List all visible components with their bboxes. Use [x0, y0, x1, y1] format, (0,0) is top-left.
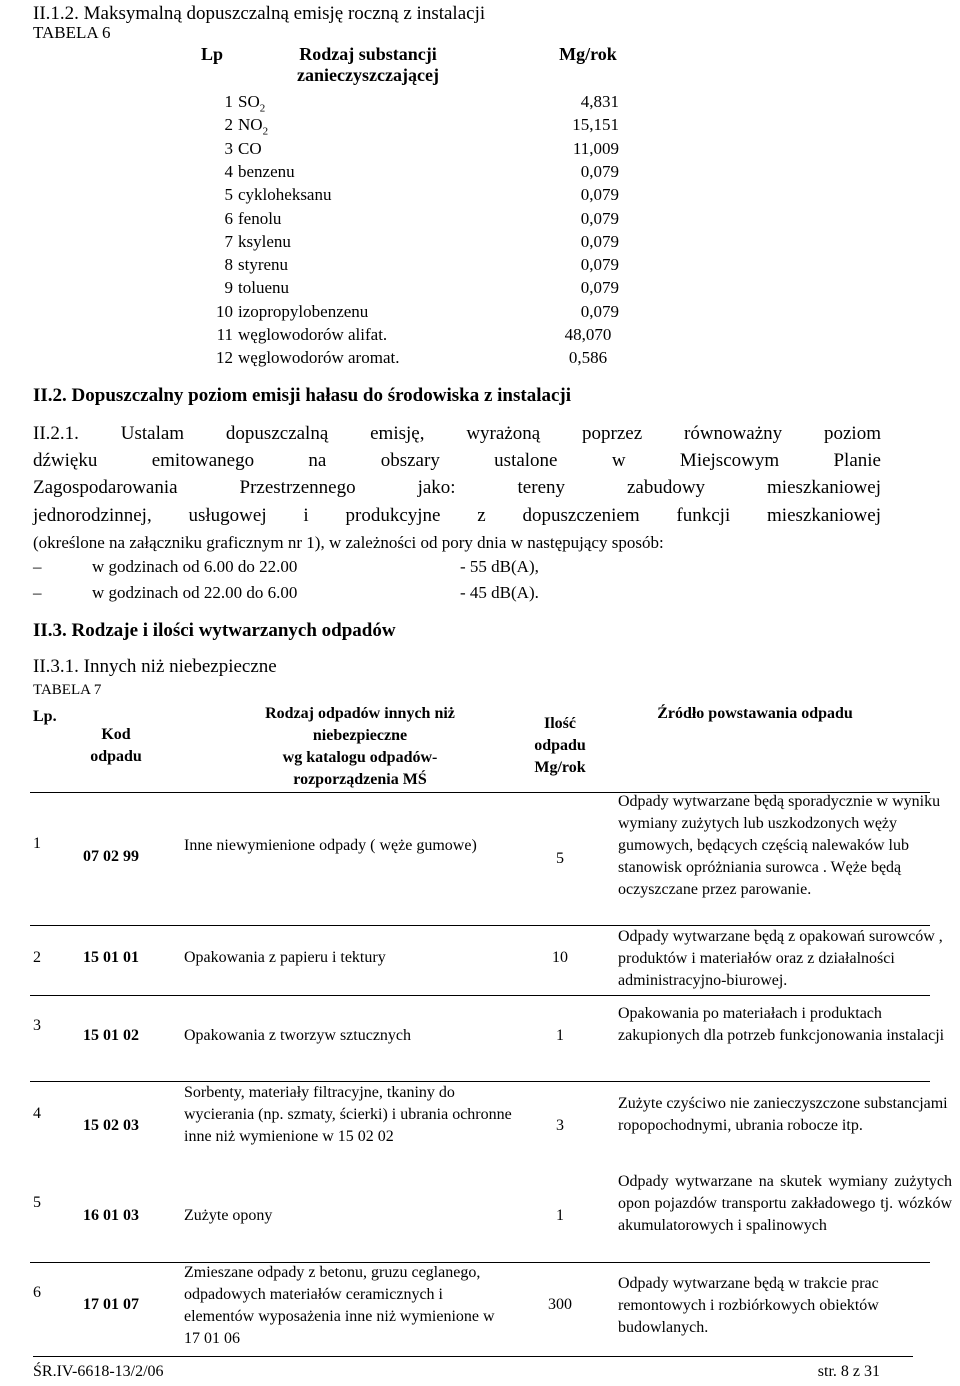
table7-kod: 16 01 03 — [83, 1207, 139, 1224]
footer-page-number: str. 8 z 31 — [817, 1363, 880, 1380]
table6-row — [193, 113, 639, 136]
table7-kod: 07 02 99 — [83, 848, 139, 865]
table6-value: 0,079 — [580, 208, 619, 228]
table6-lp: 1 — [224, 92, 233, 111]
table6-substance: ksylenu — [238, 231, 291, 251]
table6-substance: $NO_2$ — [238, 115, 269, 138]
paragraph-line: (określone na załączniku graficznym nr 1), w zależności od pory dnia w następujący sposób: — [33, 532, 664, 552]
section-heading-ii2: II.2. Dopuszczalny poziom emisji hałasu do środowiska z instalacji — [33, 385, 572, 406]
table7-lp: 4 — [33, 1105, 41, 1122]
table7-lp: 3 — [33, 1017, 41, 1034]
table7-zrodlo: Odpady wytwarzane na skutek wymiany zużytych opon pojazdów transportu zakładowego tj. wózków akumulatorowych i spalinowych — [618, 1173, 952, 1234]
table6-lp: 10 — [216, 301, 233, 321]
footer-reference: ŚR.IV-6618-13/2/06 — [33, 1363, 164, 1380]
table7-ilosc: 5 — [556, 850, 564, 867]
table6-header-unit: Mg/rok — [559, 44, 617, 64]
table7-ilosc: 10 — [552, 949, 568, 966]
table6-row — [193, 160, 639, 183]
table7-rodzaj: Opakowania z papieru i tektury — [184, 949, 386, 966]
table6-substance: izopropylobenzenu — [238, 301, 369, 321]
table6-row — [193, 137, 639, 160]
bullet-dash: – — [33, 557, 42, 576]
table6-row — [193, 300, 639, 323]
table6-row — [193, 230, 639, 253]
table7-lp: 5 — [33, 1194, 41, 1211]
table7-rodzaj: Zużyte opony — [184, 1207, 273, 1224]
table6-value: 0,079 — [580, 278, 619, 298]
table6-value: 11,009 — [572, 138, 619, 158]
table7-ilosc: 1 — [556, 1027, 564, 1044]
table6-substance: styrenu — [238, 255, 289, 275]
table7-header-lp: Lp. — [33, 708, 57, 725]
table6-value: 0,079 — [580, 255, 619, 275]
table6-row — [193, 346, 639, 369]
table6-lp: 12 — [216, 348, 233, 368]
bullet-value: - 55 dB(A), — [460, 557, 539, 576]
paragraph-line: Zagospodarowania Przestrzennego jako: tereny zabudowy mieszkaniowej — [33, 477, 881, 499]
table6-value: 0,079 — [580, 161, 619, 181]
table7-zrodlo: Opakowania po materiałach i produktach zakupionych dla potrzeb funkcjonowania instalacji — [618, 1005, 945, 1044]
table6-row — [193, 276, 639, 299]
table7-divider — [30, 995, 930, 996]
table7-ilosc: 1 — [556, 1207, 564, 1224]
table6-header-substance — [268, 44, 468, 90]
table6-header-substance-line1: Rodzaj substancji — [299, 44, 437, 64]
table6-lp: 3 — [224, 138, 233, 158]
table6-header-substance-line2: zanieczyszczającej — [297, 65, 439, 85]
table6-row — [193, 253, 639, 276]
table6-substance: benzenu — [238, 161, 295, 181]
table6-value: 4,831 — [580, 92, 619, 111]
table6-substance: $SO_2$ — [238, 92, 266, 115]
table6-label: TABELA 6 — [33, 23, 111, 42]
paragraph-line: II.2.1. Ustalam dopuszczalną emisję, wyrażoną poprzez równoważny poziom — [33, 423, 881, 444]
table6-substance: węglowodorów alifat. — [238, 325, 388, 344]
table6-header-lp: Lp — [201, 44, 224, 64]
table6-lp: 7 — [224, 231, 233, 251]
table6-row — [193, 207, 639, 230]
bullet-text: w godzinach od 6.00 do 22.00 — [92, 557, 298, 576]
section-heading-ii12: II.1.2. Maksymalną dopuszczalną emisję roczną z instalacji — [33, 3, 486, 24]
table6-row — [193, 183, 639, 206]
table7-header-ilosc: Ilość odpadu Mg/rok — [534, 715, 586, 776]
table6-lp: 4 — [224, 161, 233, 181]
table6-value: 0,079 — [580, 301, 619, 321]
table6-value: 15,151 — [572, 115, 619, 135]
table7-lp: 1 — [33, 835, 41, 852]
emission-table — [193, 44, 639, 371]
paragraph-line: dźwięku emitowanego na obszary ustalone w Miejscowym Planie — [33, 450, 881, 472]
table6-lp: 9 — [224, 278, 233, 298]
table6-substance: cykloheksanu — [238, 185, 332, 205]
table7-rodzaj: Inne niewymienione odpady ( węże gumowe) — [184, 837, 477, 854]
table7-rodzaj: Sorbenty, materiały filtracyjne, tkaniny do wycierania (np. szmaty, ścierki) i ubrania ochronne inne niż wymienione w 15 02 02 — [184, 1084, 512, 1145]
noise-emission-paragraph — [33, 420, 881, 556]
bullet-text: w godzinach od 22.00 do 6.00 — [92, 583, 298, 602]
table7-rodzaj: Zmieszane odpady z betonu, gruzu ceglanego, odpadowych materiałów ceramicznych i elementów wyposażenia inne niż wymienione w 17 01 06 — [184, 1264, 495, 1347]
table6-row — [193, 90, 639, 113]
table6-row — [193, 323, 639, 346]
bullet-value: - 45 dB(A). — [460, 583, 539, 602]
section-heading-ii31: II.3.1. Innych niż niebezpieczne — [33, 656, 277, 677]
table7-label: TABELA 7 — [33, 682, 102, 698]
table7-header-zrodlo: Źródło powstawania odpadu — [657, 705, 853, 722]
paragraph-line: jednorodzinnej, usługowej i produkcyjne z dopuszczeniem funkcji mieszkaniowej — [33, 504, 881, 526]
table7-ilosc: 300 — [548, 1296, 572, 1313]
table7-kod: 17 01 07 — [83, 1296, 139, 1313]
table6-lp: 11 — [216, 325, 233, 344]
table6-value: 48,070 — [564, 325, 612, 344]
bullet-dash: – — [33, 583, 42, 602]
table6-substance: toluenu — [238, 278, 289, 298]
table6-substance: węglowodorów aromat. — [238, 348, 400, 368]
table6-lp: 6 — [224, 208, 233, 228]
footer-rule — [33, 1356, 913, 1357]
table6-value: 0,079 — [580, 231, 619, 251]
table6-value: 0,586 — [568, 348, 608, 368]
table7-rodzaj: Opakowania z tworzyw sztucznych — [184, 1027, 412, 1044]
table7-lp: 2 — [33, 949, 41, 966]
table7-header-kod: Kod odpadu — [90, 726, 142, 765]
table6-lp: 5 — [224, 185, 233, 205]
table7-lp: 6 — [33, 1284, 41, 1301]
table7-zrodlo: Odpady wytwarzane będą sporadycznie w wyniku wymiany zużytych lub uszkodzonych węży gumowych, będących częścią nalewaków lub stanowisk opróżniania surowca . Węże będą oczyszczane przez parowanie. — [618, 793, 941, 898]
table7-zrodlo: Odpady wytwarzane będą w trakcie prac remontowych i rozbiórkowych obiektów budowlanych. — [618, 1275, 879, 1336]
section-heading-ii3: II.3. Rodzaje i ilości wytwarzanych odpadów — [33, 620, 396, 641]
table6-lp: 8 — [224, 255, 233, 275]
table7-zrodlo: Zużyte czyściwo nie zanieczyszczone substancjami ropopochodnymi, ubrania robocze itp. — [618, 1095, 948, 1134]
table7-zrodlo: Odpady wytwarzane będą z opakowań surowców , produktów i materiałów oraz z działalności administracyjno-biurowej. — [618, 928, 943, 989]
table6-value: 0,079 — [580, 185, 619, 205]
table6-substance: fenolu — [238, 208, 282, 228]
table7-header-rodzaj: Rodzaj odpadów innych niż niebezpieczne wg katalogu odpadów- rozporządzenia MŚ — [265, 705, 455, 788]
table6-substance: CO — [238, 138, 262, 158]
table6-lp: 2 — [224, 115, 233, 135]
table7-kod: 15 01 01 — [83, 949, 139, 966]
table7-kod: 15 02 03 — [83, 1117, 139, 1134]
table7-ilosc: 3 — [556, 1117, 564, 1134]
table7-kod: 15 01 02 — [83, 1027, 139, 1044]
